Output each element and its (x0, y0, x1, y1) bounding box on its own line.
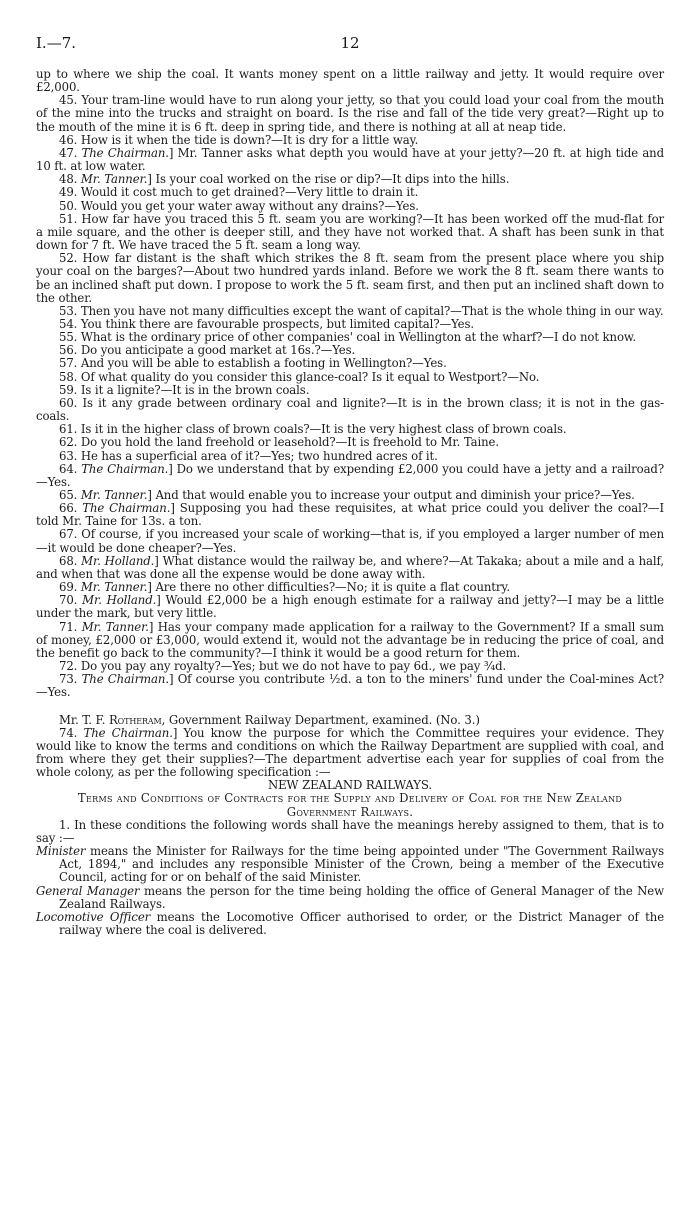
speaker-name: The Chairman. (83, 725, 173, 740)
question-70 (36, 594, 664, 620)
question-68 (36, 555, 664, 581)
witness-title: Mr. T. F. (59, 712, 109, 727)
question-50: 50. Would you get your water away without any drains?—Yes. (59, 198, 419, 213)
definition-text: means the Locomotive Officer authorised to order, or the District Manager of the railway where the coal is delivered. (59, 909, 665, 937)
question-number: 48. (59, 172, 78, 187)
section-gap (36, 700, 664, 714)
question-47 (36, 147, 664, 173)
speaker-name: The Chairman. (81, 461, 169, 476)
document-body (36, 68, 664, 937)
question-number: 73. (59, 672, 78, 687)
speaker-name: Mr. Tanner. (81, 619, 149, 634)
question-56: 56. Do you anticipate a good market at 16s.?—Yes. (59, 343, 356, 358)
question-number: 64. (59, 461, 78, 476)
question-text: ] Mr. Tanner asks what depth you would have at your jetty?—20 ft. at high tide and 10 ft. at low water. (36, 145, 664, 174)
question-61: 61. Is it in the higher class of brown coals?—It is the very highest class of brown coals. (59, 422, 567, 437)
question-60: 60. Is it any grade between ordinary coal and lignite?—It is in the brown class; it is not in the gas-coals. (36, 395, 664, 424)
question-67: 67. Of course, if you increased your scale of working—that is, if you employed a larger number of men—it would be done cheaper?—Yes. (36, 527, 664, 555)
question-57: 57. And you will be able to establish a footing in Wellington?—Yes. (59, 356, 447, 371)
definition-locomotive-officer (36, 911, 664, 937)
speaker-name: Mr. Holland. (81, 553, 155, 568)
definition-text: means the Minister for Railways for the time being appointed under "The Government Railways Act, 1894," and includes any responsible Minister of the Crown, being a member of the Executive Council, acting for or on behalf of the said Minister. (59, 844, 664, 885)
question-66 (36, 502, 664, 528)
question-55: 55. What is the ordinary price of other companies' coal in Wellington at the wharf?—I do not know. (59, 330, 637, 345)
question-63: 63. He has a superficial area of it?—Yes; two hundred acres of it. (59, 448, 438, 463)
terms-title: Terms and Conditions of Contracts for the Supply and Delivery of Coal for the New Zealand Government Railways. (77, 791, 623, 819)
page-header (36, 34, 664, 56)
question-text: ] Do we understand that by expending £2,000 you could have a jetty and a railroad?—Yes. (36, 461, 664, 489)
question-59: 59. Is it a lignite?—It is in the brown coals. (59, 382, 310, 397)
question-text: ] Of course you contribute ½d. a ton to the miners' fund under the Coal-mines Act?—Yes. (36, 672, 664, 700)
question-text: ] Are there no other difficulties?—No; it is quite a flat country. (147, 580, 510, 595)
question-number: 70. (59, 593, 78, 608)
question-62: 62. Do you hold the land freehold or leasehold?—It is freehold to Mr. Taine. (59, 435, 499, 450)
document-reference: I.—7. (36, 34, 77, 52)
question-64 (36, 463, 664, 489)
question-52: 52. How far distant is the shaft which strikes the 8 ft. seam from the present place where you ship your coal on the barges?—About two hundred yards inland. Before we work the 8 ft. seam there wants to be an inclined shaft put down. I propose to work the 5 ft. seam first, and then put an inclined shaft down to the other. (36, 251, 664, 305)
question-text: ] Has your company made application for a railway to the Government? If a small sum of money, £2,000 or £3,000, would extend it, would not the advantage be in reducing the price of coal, and the benefit go back to the community?—I think it would be a good return for them. (36, 619, 664, 660)
question-text: ] What distance would the railway be, and where?—At Takaka; about a mile and a half, and when that was done all the expense would be done away with. (36, 553, 664, 581)
question-text: ] Is your coal worked on the rise or dip?—It dips into the hills. (147, 172, 510, 187)
question-text: ] Would £2,000 be a high enough estimate for a railway and jetty?—I may be a little under the mark, but very little. (36, 593, 664, 621)
question-53: 53. Then you have not many difficulties except the want of capital?—That is the whole thing in our way. (59, 303, 664, 318)
question-number: 68. (59, 553, 78, 568)
question-73 (36, 673, 664, 699)
question-54: 54. You think there are favourable prospects, but limited capital?—Yes. (59, 316, 474, 331)
question-58: 58. Of what quality do you consider this glance-coal? Is it equal to Westport?—No. (59, 369, 540, 384)
section-heading: NEW ZEALAND RAILWAYS. (267, 778, 432, 793)
question-text: ] You know the purpose for which the Committee requires your evidence. They would like to know the terms and conditions on which the Railway Department are supplied with coal, and from where they get their supplies?—The department advertise each year for supplies of coal from the whole colony, as per the following specification :— (36, 725, 664, 780)
defined-term: General Manager (36, 883, 140, 898)
question-number: 66. (59, 501, 78, 516)
question-number: 69. (59, 580, 78, 595)
question-45: 45. Your tram-line would have to run along your jetty, so that you could load your coal from the mouth of the mine into the trucks and straight on board. Is the rise and fall of the tide very great?—Right up to the mouth of the mine it is 6 ft. deep in spring tide, and there is nothing at all at neap tide. (36, 93, 664, 134)
paragraph-continuation: up to where we ship the coal. It wants money spent on a little railway and jetty. It would require over £2,000. (36, 67, 664, 95)
clause-1: 1. In these conditions the following words shall have the meanings hereby assigned to them, that is to say :— (36, 817, 664, 845)
question-number: 74. (59, 725, 78, 740)
definition-text: means the person for the time being holding the office of General Manager of the New Zealand Railways. (59, 883, 664, 911)
question-72: 72. Do you pay any royalty?—Yes; but we do not have to pay 6d., we pay ¾d. (59, 659, 507, 674)
definition-minister (36, 845, 664, 884)
definition-general-manager (36, 885, 664, 911)
question-74 (36, 727, 664, 780)
question-number: 47. (59, 145, 78, 160)
speaker-name: Mr. Holland. (82, 593, 157, 608)
speaker-name: Mr. Tanner. (80, 488, 148, 502)
defined-term: Locomotive Officer (36, 909, 151, 924)
question-51: 51. How far have you traced this 5 ft. seam you are working?—It has been worked off the mud-flat for a mile square, and the other is deeper still, and they have not worked that. A shaft has been sunk in that down for 7 ft. We have traced the 5 ft. seam a long way. (36, 211, 664, 253)
question-text: ] And that would enable you to increase your output and diminish your price?—Yes. (147, 488, 635, 502)
witness-surname: Rotheram (108, 712, 162, 727)
page-number: 12 (340, 34, 360, 52)
question-46: 46. How is it when the tide is down?—It is dry for a little way. (59, 132, 419, 147)
defined-term: Minister (36, 844, 86, 859)
question-49: 49. Would it cost much to get drained?—Very little to drain it. (59, 185, 419, 200)
speaker-name: Mr. Tanner. (80, 172, 148, 187)
question-number: 65. (59, 488, 78, 502)
speaker-name: Mr. Tanner. (80, 580, 148, 595)
speaker-name: The Chairman. (81, 672, 169, 687)
question-text: ] Supposing you had these requisites, at what price could you deliver the coal?—I told Mr. Taine for 13s. a ton. (36, 501, 664, 529)
question-71 (36, 621, 664, 660)
speaker-name: The Chairman. (81, 145, 169, 160)
witness-description: , Government Railway Department, examined. (No. 3.) (161, 712, 480, 727)
speaker-name: The Chairman. (82, 501, 171, 516)
question-number: 71. (59, 619, 78, 634)
